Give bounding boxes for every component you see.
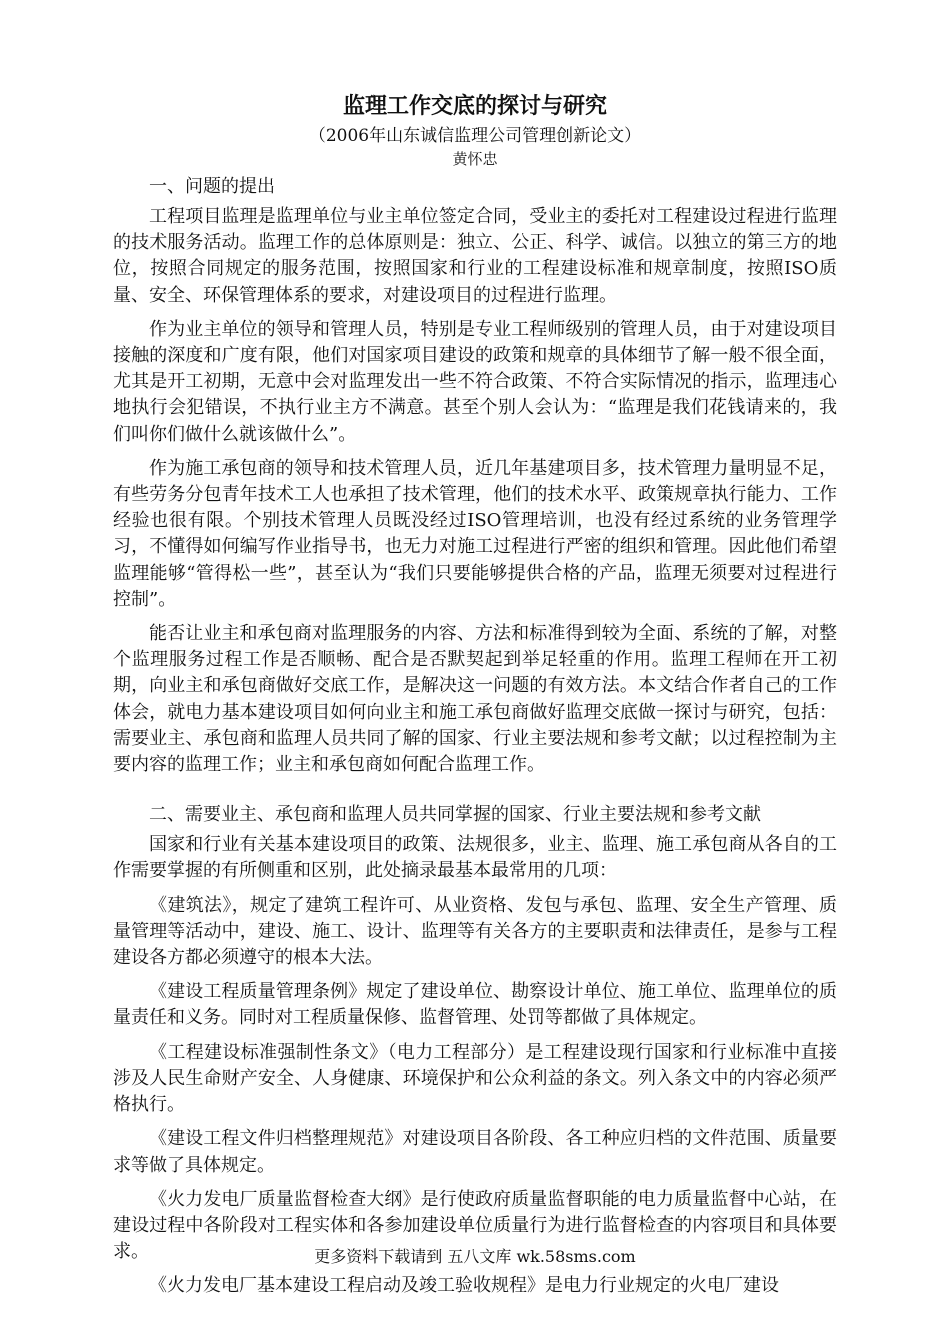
section-1-paragraph: 能否让业主和承包商对监理服务的内容、方法和标准得到较为全面、系统的了解，对整个监理服务过程工作是否顺畅、配合是否默契起到举足轻重的作用。监理工程师在开工初期，向业主和承包商做好交底工作，是解决这一问题的有效方法。本文结合作者自己的工作体会，就电力基本建设项目如何向业主和施工承包商做好监理交底做一探讨与研究，包括：需要业主、承包商和监理人员共同了解的国家、行业主要法规和参考文献；以过程控制为主要内容的监理工作；业主和承包商如何配合监理工作。 [113,623,837,776]
section-1-paragraph: 作为业主单位的领导和管理人员，特别是专业工程师级别的管理人员，由于对建设项目接触的深度和广度有限，他们对国家项目建设的政策和规章的具体细节了解一般不很全面，尤其是开工初期，无意中会对监理发出一些不符合政策、不符合实际情况的指示，监理违心地执行会犯错误，不执行业主方不满意。甚至个别人会认为：“监理是我们花钱请来的，我们叫你们做什么就该做什么”。 [113,318,837,445]
page-title: 监理工作交底的探讨与研究 [342,94,607,119]
section-2-paragraph: 《火力发电厂质量监督检查大纲》是行使政府质量监督职能的电力质量监督中心站，在建设过程中各阶段对工程实体和各参加建设单位质量行为进行监督检查的内容项目和具体要求。 [113,1188,837,1263]
section-2-paragraph: 《建筑法》，规定了建筑工程许可、从业资格、发包与承包、监理、安全生产管理、质量管理等活动中，建设、施工、设计、监理等有关各方的主要职责和法律责任，是参与工程建设各方都必须遵守的根本大法。 [113,894,837,969]
section-1-paragraph: 作为施工承包商的领导和技术管理人员，近几年基建项目多，技术管理力量明显不足，有些劳务分包青年技术工人也承担了技术管理，他们的技术水平、政策规章执行能力、工作经验也很有限。个别技术管理人员既没经过ISO管理培训，也没有经过系统的业务管理学习，不懂得如何编写作业指导书，也无力对施工过程进行严密的组织和管理。因此他们希望监理能够“管得松一些”，甚至认为“我们只要能够提供合格的产品，监理无须要对过程进行控制”。 [113,457,837,610]
section-2-paragraph: 《建设工程质量管理条例》规定了建设单位、勘察设计单位、施工单位、监理单位的质量责任和义务。同时对工程质量保修、监督管理、处罚等都做了具体规定。 [113,981,837,1029]
author-name: 黄怀忠 [452,150,498,168]
section-spacer [113,786,837,800]
page-subtitle: （2006年山东诚信监理公司管理创新论文） [308,126,642,146]
section-2-paragraph: 国家和行业有关基本建设项目的政策、法规很多，业主、监理、施工承包商从各自的工作需要掌握的有所侧重和区别，此处摘录最基本最常用的几项： [113,834,837,882]
section-2-paragraph: 《工程建设标准强制性条文》（电力工程部分）是工程建设现行国家和行业标准中直接涉及人民生命财产安全、人身健康、环境保护和公众利益的条文。列入条文中的内容必须严格执行。 [113,1041,837,1116]
footer-link[interactable]: 更多资料下载请到 五八文库 wk.58sms.com [314,1247,636,1266]
section-2-paragraph: 《火力发电厂基本建设工程启动及竣工验收规程》是电力行业规定的火电厂建设 [149,1275,779,1297]
section-2-heading: 二、需要业主、承包商和监理人员共同掌握的国家、行业主要法规和参考文献 [149,804,761,826]
section-1-heading: 一、问题的提出 [149,176,275,197]
document-page [113,92,837,1308]
section-1-paragraph: 工程项目监理是监理单位与业主单位签定合同，受业主的委托对工程建设过程进行监理的技术服务活动。监理工作的总体原则是：独立、公正、科学、诚信。以独立的第三方的地位，按照合同规定的服务范围，按照国家和行业的工程建设标准和规章制度，按照ISO质量、安全、环保管理体系的要求，对建设项目的过程进行监理。 [113,206,837,306]
section-2-paragraph: 《建设工程文件归档整理规范》对建设项目各阶段、各工种应归档的文件范围、质量要求等做了具体规定。 [113,1128,837,1176]
